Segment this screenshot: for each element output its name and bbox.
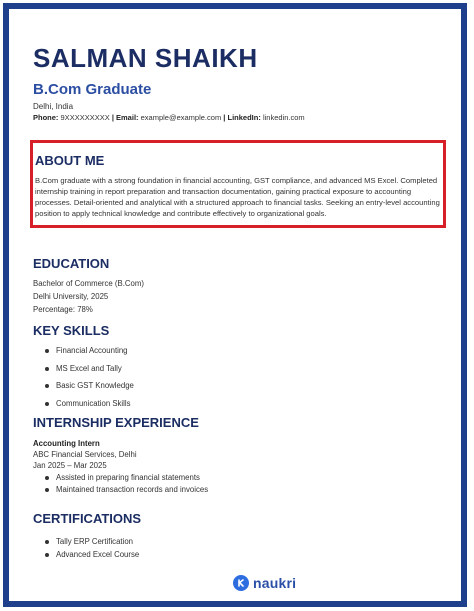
contact-separator: | (223, 113, 226, 122)
about-title: ABOUT ME (35, 153, 105, 168)
education-title: EDUCATION (33, 256, 110, 271)
internship-role: Accounting Intern (33, 439, 100, 448)
skills-title: KEY SKILLS (33, 323, 110, 338)
education-university: Delhi University, 2025 (33, 292, 109, 301)
skill-item: Financial Accounting (43, 346, 134, 364)
internship-company: ABC Financial Services, Delhi (33, 450, 137, 459)
certifications-list (43, 537, 139, 562)
email-value: example@example.com (140, 113, 222, 122)
internship-duties (43, 473, 208, 497)
education-degree: Bachelor of Commerce (B.Com) (33, 279, 144, 288)
resume-frame (3, 3, 467, 607)
internship-dates: Jan 2025 – Mar 2025 (33, 461, 107, 470)
phone-label: Phone: (33, 113, 59, 122)
candidate-subtitle: B.Com Graduate (33, 81, 152, 98)
linkedin-label: LinkedIn: (227, 113, 261, 122)
skill-item: Communication Skills (43, 399, 134, 417)
naukri-logo (233, 575, 296, 591)
contact-line (33, 113, 305, 122)
about-text: B.Com graduate with a strong foundation in financial accounting, GST compliance, and advanced MS Excel. Completed internship training in report preparation and transaction documentation, gaining practical exposure to accounting processes. Detail-oriented and analytical with a structured approach to financial tasks. Seeking an entry-level accounting position to apply technical knowledge and contribute effectively to organizational goals. (35, 176, 440, 218)
education-percentage: Percentage: 78% (33, 305, 93, 314)
duty-item: Assisted in preparing financial statements (43, 473, 208, 485)
certification-item: Advanced Excel Course (43, 550, 139, 563)
contact-separator: | (111, 113, 114, 122)
skill-item: Basic GST Knowledge (43, 381, 134, 399)
phone-value: 9XXXXXXXXX (60, 113, 110, 122)
internship-title: INTERNSHIP EXPERIENCE (33, 415, 199, 430)
candidate-location: Delhi, India (33, 102, 74, 111)
linkedin-value: linkedin.com (262, 113, 305, 122)
certifications-title: CERTIFICATIONS (33, 511, 142, 526)
naukri-logo-icon (233, 575, 249, 591)
skills-list (43, 346, 134, 416)
duty-item: Maintained transaction records and invoices (43, 485, 208, 497)
naukri-logo-text: naukri (253, 575, 297, 591)
skill-item: MS Excel and Tally (43, 364, 134, 382)
certification-item: Tally ERP Certification (43, 537, 139, 550)
candidate-name: SALMAN SHAIKH (33, 43, 258, 73)
email-label: Email: (116, 113, 139, 122)
